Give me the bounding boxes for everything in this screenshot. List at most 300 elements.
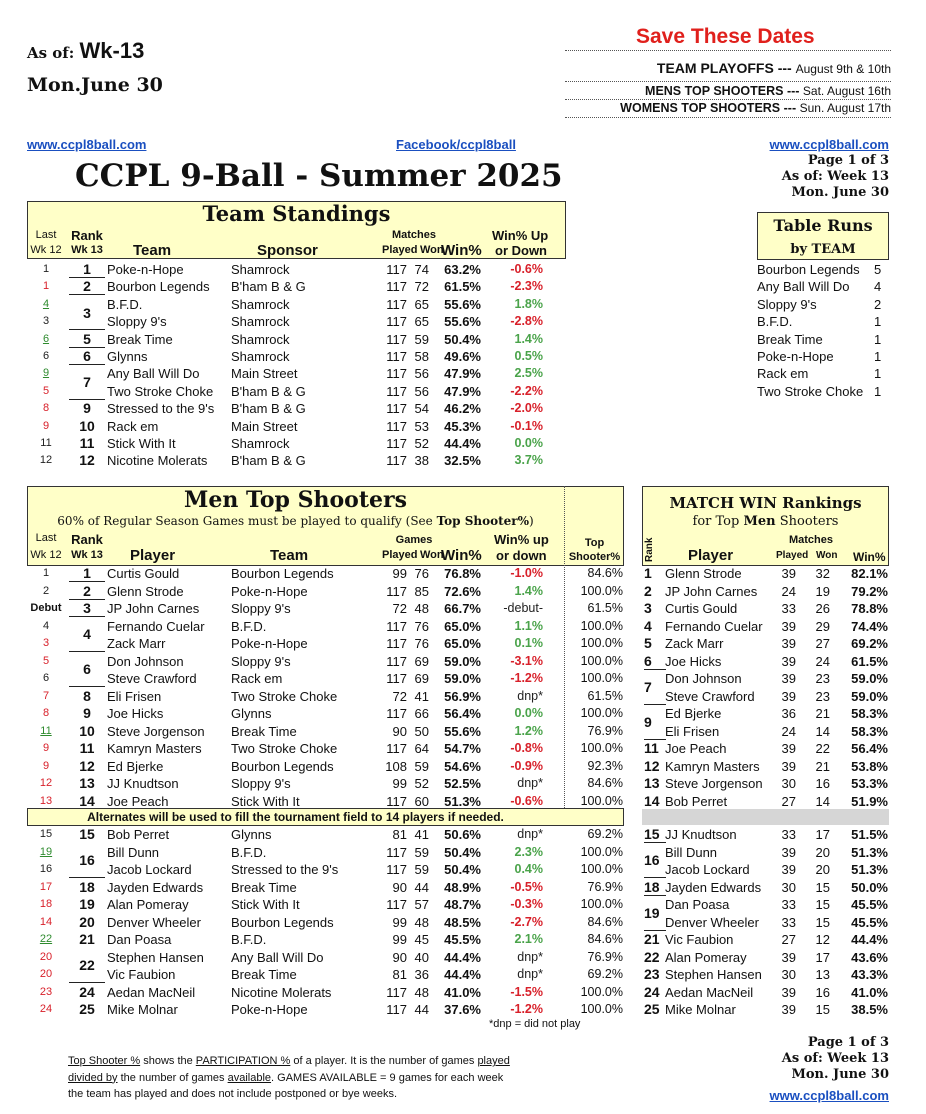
player-team: Bourbon Legends	[231, 914, 334, 930]
divider	[565, 81, 891, 82]
matches-won: 32	[815, 566, 830, 581]
footer-page-info	[782, 1035, 889, 1083]
last-week-rank: Debut	[30, 602, 62, 614]
games-won: 59	[414, 862, 429, 877]
win-change: -2.0%	[510, 401, 543, 416]
runs-count: 1	[874, 383, 882, 399]
save-sep: ---	[783, 84, 803, 98]
last-week-rank: 4	[42, 297, 50, 310]
runs-count: 1	[874, 349, 882, 364]
col-games: Games	[395, 534, 433, 546]
last-week-rank: 16	[39, 863, 53, 875]
won: 54	[414, 401, 429, 417]
player-name: Steve Jorgenson	[665, 776, 763, 791]
matches-won: 22	[815, 741, 830, 756]
player-name: Jayden Edwards	[107, 879, 204, 895]
win-change: -0.3%	[510, 897, 543, 911]
win-change: -0.9%	[510, 758, 543, 773]
matches-won: 27	[815, 636, 830, 651]
player-name: Fernando Cuelar	[665, 618, 763, 634]
top-shooter-pct: 100.0%	[580, 984, 623, 999]
games-won: 76	[414, 636, 429, 651]
win-pct: 43.3%	[851, 967, 888, 982]
player-name: Steve Crawford	[107, 671, 197, 686]
games-won: 76	[414, 618, 429, 634]
last-week-rank: 22	[39, 933, 53, 945]
games-played: 117	[386, 1002, 407, 1017]
games-played: 117	[386, 653, 407, 669]
last-week-rank: 9	[42, 759, 50, 772]
matches-played: 27	[781, 932, 796, 947]
played: 117	[386, 436, 407, 451]
player-team: Break Time	[231, 879, 297, 895]
rank: 6	[83, 348, 91, 364]
team-name: Rack em	[107, 418, 159, 434]
win-pct: 65.0%	[444, 618, 481, 634]
note-line-1	[68, 1053, 588, 1070]
matches-played: 24	[781, 583, 796, 599]
matches-won: 15	[815, 1002, 830, 1017]
player-name: Denver Wheeler	[665, 914, 759, 930]
win-change: -0.1%	[510, 418, 543, 433]
win-change: 0.1%	[514, 636, 543, 650]
win-pct: 55.6%	[444, 314, 481, 330]
table-runs-title: Table Runs	[773, 216, 873, 235]
last-week-rank: 15	[39, 828, 53, 840]
divider	[565, 99, 891, 100]
rank: 13	[79, 775, 95, 791]
player-name: Alan Pomeray	[107, 897, 189, 912]
matches-won: 29	[815, 618, 830, 634]
games-won: 69	[414, 653, 429, 669]
matches-won: 26	[815, 601, 830, 616]
col-rank: Rank	[71, 532, 103, 547]
top-shooter-pct: 100.0%	[580, 653, 623, 668]
win-change: -debut-	[503, 601, 543, 615]
last-week-rank: 11	[40, 437, 52, 449]
rank: 24	[644, 983, 660, 1000]
player-name: Kamryn Masters	[665, 758, 760, 774]
player-name: Denver Wheeler	[107, 914, 201, 930]
page-number: Page 1 of 3	[807, 153, 889, 168]
won: 52	[414, 436, 429, 451]
matches-won: 15	[815, 914, 830, 930]
games-won: 69	[414, 671, 429, 686]
matches-played: 39	[781, 671, 796, 686]
team-name: Break Time	[107, 331, 173, 347]
win-pct: 45.5%	[444, 932, 481, 947]
last-week-rank: 1	[42, 567, 50, 579]
rank: 3	[644, 600, 652, 616]
sponsor: Shamrock	[231, 314, 290, 330]
save-detail: Sat. August 16th	[802, 84, 891, 98]
col-winpct: Win%	[441, 547, 482, 564]
matches-won: 16	[815, 984, 830, 1000]
rank: 18	[79, 878, 95, 895]
runs-team: Poke-n-Hope	[757, 349, 834, 364]
match-win-subtitle	[642, 514, 889, 529]
win-change: 2.3%	[514, 844, 543, 859]
rank: 10	[79, 722, 95, 739]
team-name: Stick With It	[107, 436, 176, 451]
win-pct: 44.4%	[444, 967, 481, 982]
runs-team: Break Time	[757, 331, 823, 347]
matches-played: 36	[781, 706, 796, 721]
rank: 20	[79, 913, 95, 930]
note-text: of a player. It is the number of games	[290, 1055, 478, 1067]
last-week-rank: 24	[39, 1003, 53, 1015]
player-name: Bill Dunn	[107, 844, 160, 860]
matches-won: 19	[815, 583, 830, 599]
games-won: 52	[414, 776, 429, 791]
matches-won: 12	[815, 932, 830, 947]
win-pct: 49.6%	[444, 349, 481, 364]
win-pct: 50.6%	[444, 827, 481, 842]
games-won: 41	[414, 688, 429, 704]
win-change: 1.4%	[514, 331, 543, 346]
team-name: Stressed to the 9's	[107, 401, 215, 417]
col-played: Played	[776, 550, 809, 561]
player-team: Two Stroke Choke	[231, 688, 338, 704]
top-shooter-note	[68, 1053, 588, 1103]
player-name: Steve Jorgenson	[107, 723, 205, 739]
last-week-rank: 11	[40, 724, 52, 737]
match-win-colheads	[642, 532, 889, 566]
runs-team: Sloppy 9's	[757, 296, 817, 312]
player-name: JP John Carnes	[107, 601, 200, 616]
player-name: Curtis Gould	[107, 566, 180, 581]
runs-team: Two Stroke Choke	[757, 383, 864, 399]
player-name: Joe Peach	[665, 741, 727, 756]
rank-underline	[69, 294, 105, 295]
rank-merged: 16	[644, 852, 660, 869]
win-change: -2.3%	[510, 279, 543, 294]
last-week-rank: 12	[39, 777, 53, 789]
win-change: -2.7%	[510, 914, 543, 929]
player-name: Dan Poasa	[107, 932, 172, 947]
win-change: 3.7%	[514, 453, 543, 468]
top-shooter-pct: 61.5%	[587, 601, 623, 615]
runs-team: Bourbon Legends	[757, 262, 860, 277]
runs-count: 5	[874, 262, 882, 277]
save-label: MENS TOP SHOOTERS	[645, 84, 784, 98]
rank: 21	[79, 931, 95, 947]
player-name: Ed Bjerke	[107, 758, 164, 774]
player-team: Rack em	[231, 671, 283, 686]
col-last: Last	[35, 532, 57, 544]
last-week-rank: 7	[42, 689, 50, 702]
facebook-link[interactable]: Facebook/ccpl8ball	[396, 137, 516, 152]
player-name: Jacob Lockard	[107, 862, 192, 877]
col-team: Team	[270, 547, 309, 564]
website-link[interactable]: www.ccpl8ball.com	[27, 137, 147, 152]
header-date: Mon.June 30	[27, 74, 163, 96]
win-pct: 44.4%	[851, 932, 888, 947]
rank: 1	[83, 565, 91, 581]
rank-underline	[69, 616, 105, 617]
win-change: 0.0%	[514, 436, 543, 450]
games-won: 59	[414, 844, 429, 860]
matches-won: 13	[815, 967, 830, 982]
top-shooter-pct: 100.0%	[580, 671, 623, 685]
games-played: 99	[392, 914, 407, 930]
win-pct: 45.5%	[851, 914, 888, 930]
rank: 25	[644, 1001, 660, 1017]
rank-merged: 7	[644, 678, 652, 695]
player-name: Eli Frisen	[665, 723, 720, 739]
games-won: 36	[414, 967, 429, 982]
matches-played: 39	[781, 566, 796, 581]
won: 72	[414, 279, 429, 295]
top-shooter-pct: 100.0%	[580, 793, 623, 808]
top-shooter-pct: 100.0%	[580, 862, 623, 876]
games-played: 117	[386, 897, 407, 912]
win-pct: 53.8%	[851, 758, 888, 774]
top-shooter-pct: 61.5%	[587, 688, 623, 703]
win-change: -0.6%	[510, 262, 543, 276]
games-played: 117	[386, 706, 407, 721]
games-won: 44	[414, 879, 429, 895]
top-shooter-pct: 76.9%	[587, 949, 623, 964]
note-text: the number of games	[117, 1071, 228, 1084]
team-standings-title: Team Standings	[202, 201, 391, 226]
player-name: Vic Faubion	[665, 932, 734, 947]
win-change: dnp*	[517, 688, 543, 703]
win-pct: 53.3%	[851, 776, 888, 791]
games-played: 117	[386, 636, 407, 651]
team-name: Nicotine Molerats	[107, 453, 208, 469]
website-link-right[interactable]: www.ccpl8ball.com	[769, 137, 889, 152]
rank: 10	[79, 417, 95, 434]
col-matches: Matches	[391, 229, 437, 241]
matches-played: 39	[781, 862, 796, 877]
col-player: Player	[688, 547, 734, 564]
rank: 19	[79, 896, 95, 912]
won: 56	[414, 383, 429, 399]
win-pct: 55.6%	[444, 723, 481, 739]
player-name: JJ Knudtson	[107, 776, 179, 791]
gray-separator	[642, 809, 889, 825]
win-change: -3.1%	[510, 653, 543, 668]
win-pct: 82.1%	[851, 566, 888, 581]
player-team: Poke-n-Hope	[231, 1002, 308, 1017]
last-week-rank: 8	[42, 402, 50, 415]
rank-underline	[644, 704, 666, 705]
win-pct: 51.3%	[851, 844, 888, 860]
matches-played: 39	[781, 984, 796, 1000]
win-pct: 69.2%	[851, 636, 888, 651]
win-pct: 44.4%	[444, 436, 481, 451]
player-name: Zack Marr	[107, 636, 166, 651]
team-name: Bourbon Legends	[107, 279, 210, 295]
rank: 13	[644, 775, 660, 791]
player-name: Curtis Gould	[665, 601, 738, 616]
sub-bold: Men	[743, 514, 776, 529]
men-top-qualify	[27, 514, 564, 528]
player-team: B.F.D.	[231, 844, 267, 860]
last-week-rank: 3	[42, 315, 50, 328]
rank: 22	[644, 948, 660, 965]
player-name: Bill Dunn	[665, 844, 718, 860]
player-team: Sloppy 9's	[231, 653, 291, 669]
played: 117	[386, 383, 407, 399]
last-week-rank: 8	[42, 707, 50, 719]
runs-count: 1	[874, 331, 882, 347]
games-won: 48	[414, 984, 429, 1000]
player-name: Joe Hicks	[107, 706, 164, 721]
rank-underline	[644, 669, 666, 670]
save-sep: ---	[773, 60, 796, 76]
sponsor: B'ham B & G	[231, 279, 306, 295]
col-rank: Rank	[71, 228, 103, 243]
top-shooter-pct: 76.9%	[587, 879, 623, 894]
page-info	[782, 153, 889, 201]
col-ordown: or Down	[495, 243, 547, 258]
player-team: Sloppy 9's	[231, 776, 291, 791]
win-change: 2.5%	[514, 366, 543, 381]
games-played: 90	[392, 879, 407, 895]
runs-team: B.F.D.	[757, 314, 793, 330]
player-name: Jacob Lockard	[665, 862, 750, 877]
win-change: -1.2%	[510, 671, 543, 685]
last-week-rank: 23	[39, 985, 53, 998]
player-team: Nicotine Molerats	[231, 984, 332, 1000]
col-wk12: Wk 12	[30, 549, 62, 561]
player-team: Two Stroke Choke	[231, 741, 338, 756]
rank-underline	[69, 364, 105, 365]
rank: 11	[644, 740, 659, 756]
rank: 25	[79, 1001, 95, 1017]
sub-end: Shooters	[775, 514, 839, 529]
games-played: 72	[392, 688, 407, 704]
won: 65	[414, 314, 429, 330]
rank: 2	[83, 278, 91, 295]
last-week-rank: 18	[39, 898, 53, 910]
win-pct: 59.0%	[444, 671, 481, 686]
games-played: 99	[392, 566, 407, 581]
team-name: Glynns	[107, 349, 148, 364]
games-played: 117	[386, 844, 407, 860]
rank: 21	[644, 931, 660, 947]
matches-played: 39	[781, 741, 796, 756]
win-pct: 72.6%	[444, 583, 481, 599]
last-week-rank: 9	[42, 419, 50, 432]
win-pct: 56.9%	[444, 688, 481, 704]
matches-won: 14	[815, 793, 830, 809]
rank-merged: 3	[83, 304, 91, 321]
win-pct: 56.4%	[851, 741, 888, 756]
win-pct: 54.6%	[444, 758, 481, 774]
rank: 9	[83, 400, 91, 417]
player-team: Break Time	[231, 723, 297, 739]
games-won: 60	[414, 793, 429, 809]
won: 74	[414, 262, 429, 277]
top-shooter-pct: 84.6%	[587, 932, 623, 946]
matches-won: 21	[815, 706, 830, 721]
page-number: Page 1 of 3	[807, 1035, 889, 1050]
col-last: Last	[35, 229, 57, 241]
sponsor: B'ham B & G	[231, 383, 306, 399]
win-pct: 50.0%	[851, 879, 888, 895]
played: 117	[386, 453, 407, 469]
sponsor: B'ham B & G	[231, 401, 306, 417]
win-change: dnp*	[517, 967, 543, 981]
top-shooter-pct: 69.2%	[587, 827, 623, 841]
player-name: JJ Knudtson	[665, 827, 737, 842]
won: 65	[414, 296, 429, 312]
played: 117	[386, 366, 407, 382]
last-week-rank: 6	[42, 332, 50, 345]
footer-website-link[interactable]: www.ccpl8ball.com	[769, 1088, 889, 1103]
win-change: 0.0%	[514, 706, 543, 720]
played: 117	[386, 262, 407, 277]
player-name: Glenn Strode	[107, 583, 184, 599]
played: 117	[386, 418, 407, 434]
rank: 1	[644, 565, 652, 581]
won: 58	[414, 349, 429, 364]
runs-team: Any Ball Will Do	[757, 279, 850, 295]
last-week-rank: 12	[39, 454, 53, 467]
win-pct: 50.4%	[444, 844, 481, 860]
player-name: Bob Perret	[107, 827, 170, 842]
player-team: Sloppy 9's	[231, 601, 291, 616]
win-pct: 79.2%	[851, 583, 888, 599]
win-pct: 41.0%	[444, 984, 481, 1000]
col-team: Team	[133, 242, 172, 259]
rank: 11	[79, 435, 95, 451]
win-pct: 48.9%	[444, 879, 481, 895]
col-won: Won	[420, 244, 444, 256]
win-pct: 48.7%	[444, 897, 481, 912]
matches-played: 39	[781, 844, 796, 860]
player-name: Zack Marr	[665, 636, 724, 651]
matches-played: 30	[781, 776, 796, 791]
win-pct: 54.7%	[444, 741, 481, 756]
matches-played: 33	[781, 827, 796, 842]
win-pct: 45.5%	[851, 897, 888, 912]
col-rank: Rank	[644, 537, 655, 562]
matches-won: 24	[815, 653, 830, 669]
rank: 8	[83, 687, 91, 704]
matches-won: 20	[815, 862, 830, 877]
rank: 15	[79, 826, 95, 842]
save-row-mens	[645, 84, 891, 98]
win-change: -1.5%	[510, 984, 543, 999]
games-played: 99	[392, 776, 407, 791]
top-shooter-pct: 100.0%	[580, 636, 623, 650]
games-won: 85	[414, 583, 429, 599]
win-pct: 59.0%	[444, 653, 481, 669]
col-played: Played	[382, 244, 418, 256]
rank: 9	[83, 705, 91, 721]
rank: 15	[644, 826, 660, 842]
last-week-rank: 9	[42, 742, 50, 754]
last-week-rank: 1	[42, 280, 50, 293]
player-name: Stephen Hansen	[665, 967, 762, 982]
played: 117	[386, 401, 407, 417]
win-change: -1.2%	[510, 1002, 543, 1016]
rank-merged: 6	[83, 661, 91, 678]
player-team: Stressed to the 9's	[231, 862, 339, 877]
as-of-label: As of:	[27, 44, 75, 62]
runs-count: 4	[874, 279, 882, 295]
games-won: 40	[414, 949, 429, 965]
matches-played: 33	[781, 897, 796, 912]
matches-won: 17	[815, 827, 830, 842]
played: 117	[386, 296, 407, 312]
win-change: -0.8%	[510, 741, 543, 755]
rank-merged: 4	[83, 626, 91, 643]
